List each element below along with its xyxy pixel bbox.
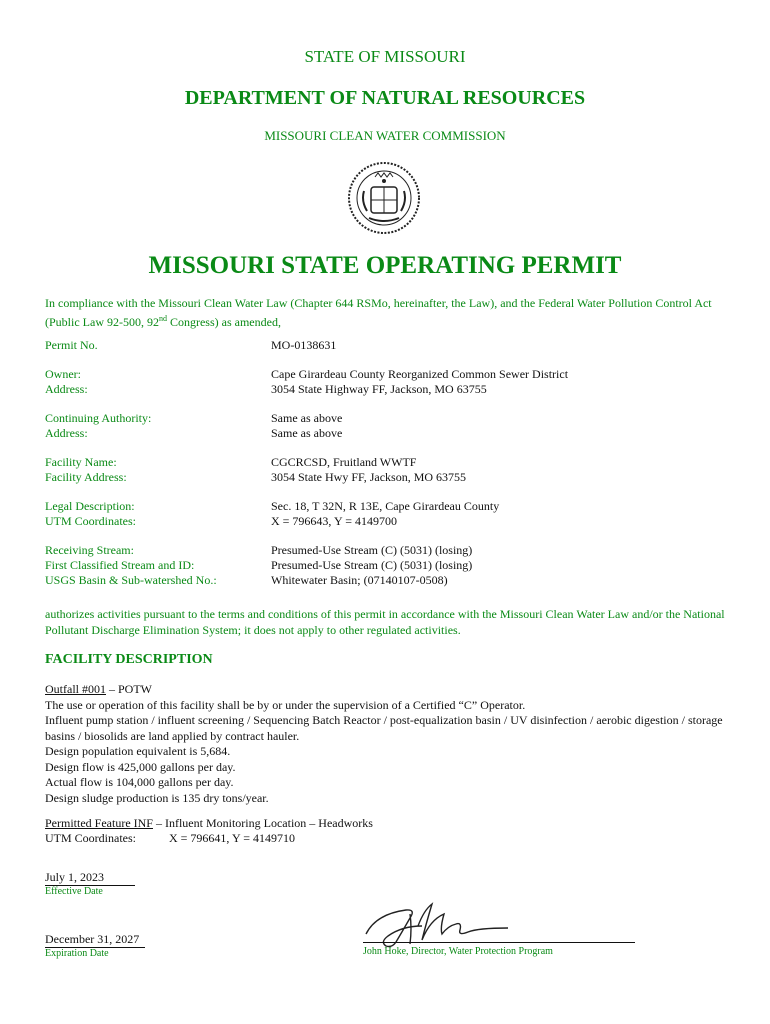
receiving-stream-value: Presumed-Use Stream (C) (5031) (losing)	[271, 543, 473, 557]
owner-value: Cape Girardeau County Reorganized Common Sewer District	[271, 367, 569, 381]
facility-name-label: Facility Name:	[45, 455, 117, 469]
ca-address-row	[45, 426, 745, 441]
effective-date-block	[45, 870, 135, 897]
usgs-basin-row	[45, 573, 745, 588]
first-classified-label: First Classified Stream and ID:	[45, 558, 195, 572]
facility-line: Design population equivalent is 5,684.	[45, 744, 231, 758]
utm-row	[45, 514, 745, 529]
facility-line: The use or operation of this facility shall be by or under the supervision of a Certified “C” Operator.	[45, 697, 526, 712]
effective-date: July 1, 2023	[45, 870, 135, 886]
utm-label: UTM Coordinates:	[45, 514, 136, 528]
state-heading: STATE OF MISSOURI	[304, 47, 466, 66]
intro-paragraph: In compliance with the Missouri Clean Water Law (Chapter 644 RSMo, hereinafter, the Law), and the Federal Water Pollution Control Act (Public Law 92-500, 92nd Congress) as amended,	[45, 296, 712, 329]
facility-address-row	[45, 470, 745, 485]
permitted-feature-label: Permitted Feature INF	[45, 816, 153, 830]
commission-heading: MISSOURI CLEAN WATER COMMISSION	[264, 128, 506, 143]
signer-name-title: John Hoke, Director, Water Protection Program	[363, 946, 553, 957]
facility-description-title: FACILITY DESCRIPTION	[45, 652, 213, 667]
facility-address-label: Facility Address:	[45, 470, 127, 484]
first-classified-row	[45, 558, 745, 573]
facility-line: Design flow is 425,000 gallons per day.	[45, 759, 236, 774]
owner-label: Owner:	[45, 367, 81, 381]
facility-line: Actual flow is 104,000 gallons per day.	[45, 775, 234, 789]
permitted-feature: Permitted Feature INF – Influent Monitoring Location – Headworks UTM Coordinates: X = 796641, Y = 4149710	[45, 816, 373, 845]
permit-fields	[45, 338, 745, 588]
permit-no-value: MO-0138631	[271, 338, 337, 352]
state-seal-icon	[347, 161, 421, 235]
facility-line: Influent pump station / influent screening / Sequencing Batch Reactor / post-equalization basin / UV disinfection / aerobic digestion / storage basins / biosolids are land applied by contract hauler.	[45, 713, 723, 743]
owner-address-row	[45, 382, 745, 397]
usgs-basin-value: Whitewater Basin; (07140107-0508)	[271, 573, 448, 587]
usgs-basin-label: USGS Basin & Sub-watershed No.:	[45, 573, 217, 587]
continuing-authority-label: Continuing Authority:	[45, 411, 152, 425]
facility-name-value: CGCRCSD, Fruitland WWTF	[271, 455, 417, 469]
outfall-line: Outfall #001 – POTW	[45, 682, 152, 696]
legal-description-value: Sec. 18, T 32N, R 13E, Cape Girardeau County	[271, 499, 500, 513]
owner-address-label: Address:	[45, 382, 88, 396]
expiration-date-block	[45, 932, 145, 959]
permit-title: MISSOURI STATE OPERATING PERMIT	[148, 252, 622, 279]
first-classified-value: Presumed-Use Stream (C) (5031) (losing)	[271, 558, 473, 572]
receiving-stream-row	[45, 543, 745, 558]
continuing-authority-row	[45, 411, 745, 426]
receiving-stream-label: Receiving Stream:	[45, 543, 134, 557]
continuing-authority-value: Same as above	[271, 411, 343, 425]
permit-no-row	[45, 338, 745, 353]
legal-description-row	[45, 499, 745, 514]
ca-address-label: Address:	[45, 426, 88, 440]
facility-address-value: 3054 State Hwy FF, Jackson, MO 63755	[271, 470, 467, 484]
legal-description-label: Legal Description:	[45, 499, 135, 513]
pf-utm-label: UTM Coordinates:	[45, 831, 136, 845]
facility-name-row	[45, 455, 745, 470]
effective-date-label: Effective Date	[45, 886, 103, 897]
expiration-date-label: Expiration Date	[45, 948, 109, 959]
utm-value: X = 796643, Y = 4149700	[271, 514, 397, 528]
outfall-label: Outfall #001	[45, 682, 106, 696]
department-heading: DEPARTMENT OF NATURAL RESOURCES	[184, 87, 586, 109]
ca-address-value: Same as above	[271, 426, 343, 440]
authorizes-paragraph: authorizes activities pursuant to the terms and conditions of this permit in accordance with the Missouri Clean Water Law and/or the National Pollutant Discharge Elimination System; it does not apply to other regulated activities.	[45, 607, 725, 637]
owner-row	[45, 367, 745, 382]
pf-utm-value: X = 796641, Y = 4149710	[169, 831, 295, 845]
facility-description-body	[45, 682, 735, 806]
expiration-date: December 31, 2027	[45, 932, 145, 948]
owner-address-value: 3054 State Highway FF, Jackson, MO 63755	[271, 382, 487, 396]
facility-line: Design sludge production is 135 dry tons/year.	[45, 790, 269, 805]
permit-no-label: Permit No.	[45, 338, 98, 352]
signature-line	[363, 942, 635, 943]
